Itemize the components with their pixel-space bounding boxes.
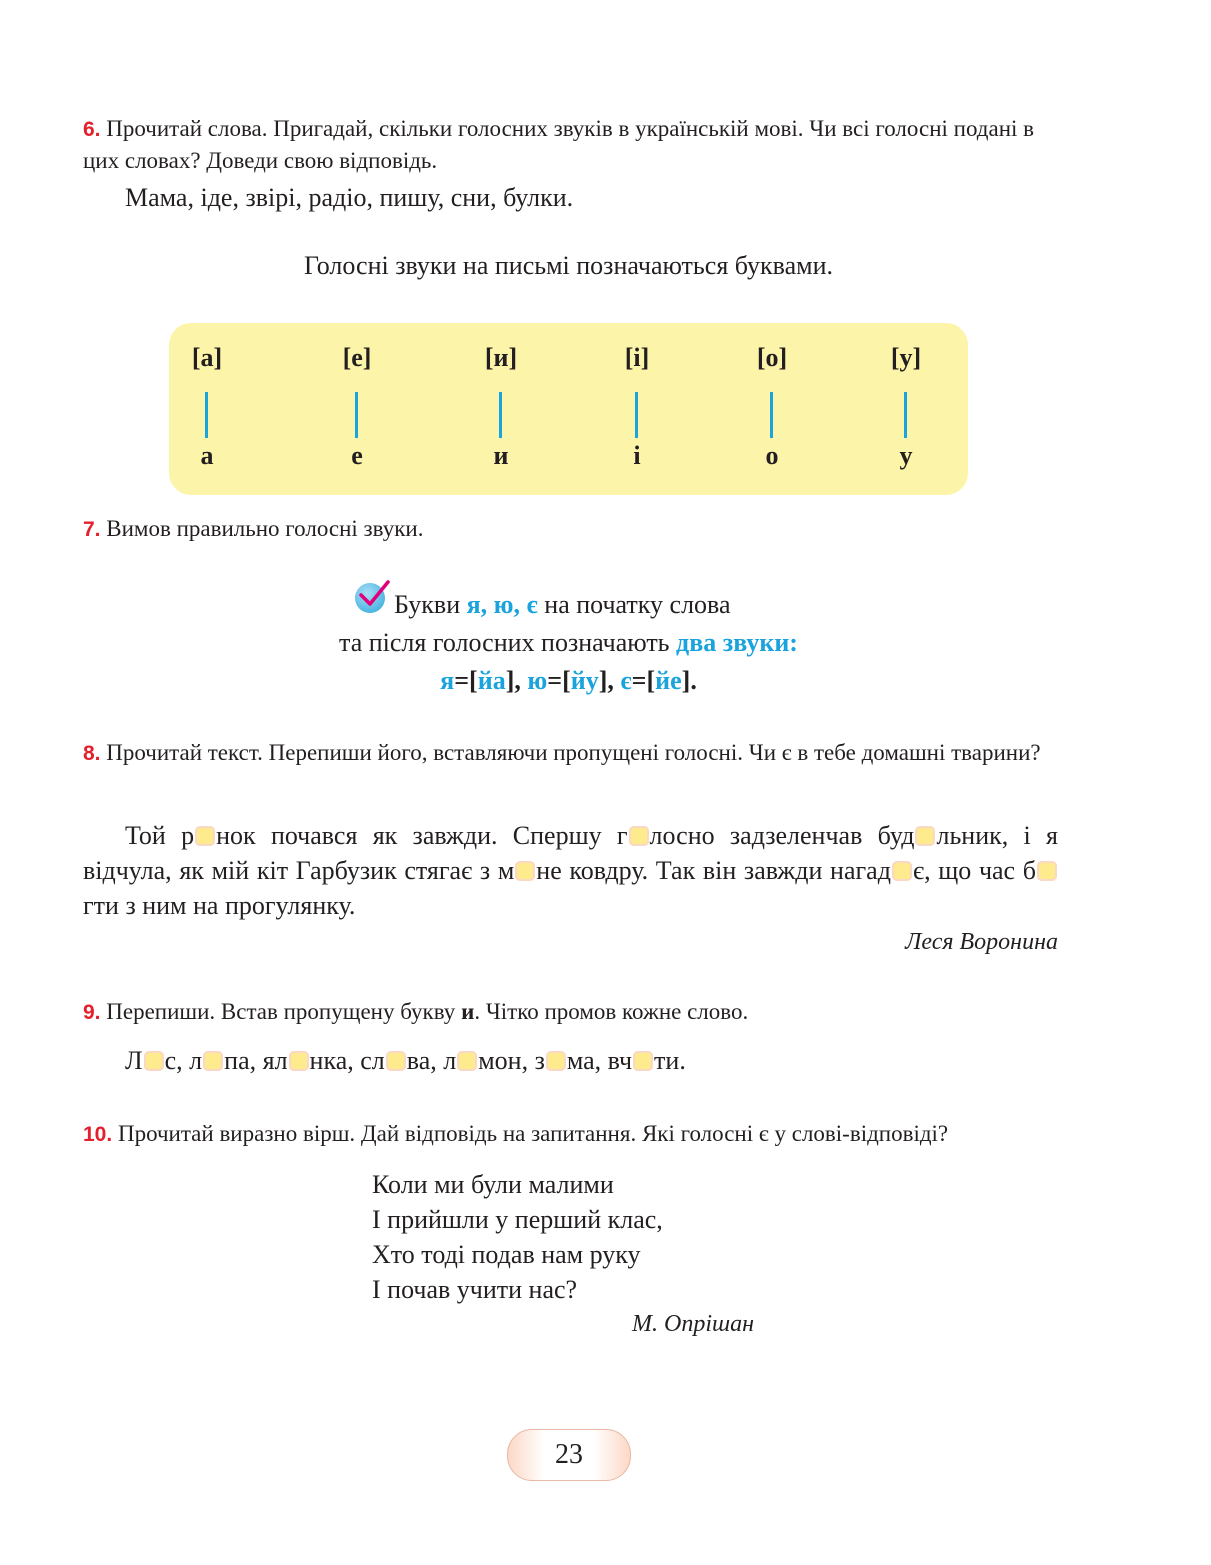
task-7-text: Вимов правильно голосні звуки. (106, 516, 424, 541)
task-9-letter: и (461, 999, 475, 1024)
connector-line (635, 392, 638, 438)
poem-line: Коли ми були малими (372, 1170, 614, 1199)
text-fragment: Той р (125, 821, 195, 850)
missing-letter-box (386, 1051, 406, 1071)
text-fragment: ва, л (406, 1046, 457, 1075)
rule-2-line-1 (394, 590, 731, 620)
task-10-text: Прочитай виразно вірш. Дай відповідь на запитання. Які голосні є у слові-відповіді? (117, 1121, 949, 1146)
vowel-sound: [и] (484, 343, 518, 372)
rule-2-text: та після голосних позначають (339, 628, 677, 657)
text-fragment: нка, сл (309, 1046, 385, 1075)
rule-2-formula-part: ], (505, 666, 528, 695)
missing-letter-box (629, 826, 649, 846)
checkmark-icon (355, 583, 385, 613)
vowel-sound: [а] (191, 343, 223, 372)
rule-2-formula-part: я (440, 666, 455, 695)
rule-2-text: Букви (394, 590, 467, 619)
missing-letter-box (457, 1051, 477, 1071)
text-fragment: ти. (654, 1046, 686, 1075)
text-fragment: льник, і я відчула, як мій кіт Гарбузик стягає з м (83, 821, 1058, 885)
rule-2-formula-part: =[ (547, 666, 571, 695)
vowel-column (327, 323, 387, 495)
rule-2-formula-part: ю (527, 666, 548, 695)
task-8-author: Леся Воронина (905, 929, 1058, 955)
missing-letter-box (289, 1051, 309, 1071)
task-10-number: 10. (83, 1123, 113, 1146)
text-fragment: мон, з (478, 1046, 545, 1075)
vowel-sound: [і] (624, 343, 650, 372)
poem-line: І почав учити нас? (372, 1275, 578, 1304)
poem-line: Хто тоді подав нам руку (372, 1240, 641, 1269)
task-6-instruction (83, 113, 1063, 176)
vowel-sound: [у] (890, 343, 922, 372)
vowel-letter: о (765, 441, 779, 470)
text-fragment: нок почався як завжди. Спершу г (216, 821, 628, 850)
page-number: 23 (507, 1429, 631, 1481)
missing-letter-box (144, 1051, 164, 1071)
vowel-sound: [о] (756, 343, 788, 372)
poem-line: І прийшли у перший клас, (372, 1205, 663, 1234)
connector-line (205, 392, 208, 438)
rule-2-formula-part: ]. (681, 666, 697, 695)
task-10-poem (372, 1167, 663, 1307)
task-9-text: Перепиши. Встав пропущену букву (106, 999, 462, 1024)
text-fragment: с, л (164, 1046, 203, 1075)
vowel-letter: у (899, 441, 913, 470)
missing-letter-box (915, 826, 935, 846)
text-fragment: па, ял (224, 1046, 288, 1075)
missing-letter-box (195, 826, 215, 846)
vowel-letter: и (493, 441, 509, 470)
missing-letter-box (203, 1051, 223, 1071)
task-8-passage (83, 818, 1058, 923)
task-7-number: 7. (83, 518, 101, 541)
connector-line (499, 392, 502, 438)
vowel-letter: і (633, 441, 641, 470)
task-9-number: 9. (83, 1001, 101, 1024)
text-fragment: гти з ним на прогулянку. (83, 891, 356, 920)
text-fragment: лосно задзеленчав буд (649, 821, 915, 850)
missing-letter-box (1037, 861, 1057, 881)
vowel-sounds-table (169, 323, 968, 495)
text-fragment: не ковдру. Так він завжди нагад (536, 856, 891, 885)
text-fragment: Л (125, 1046, 143, 1075)
missing-letter-box (633, 1051, 653, 1071)
task-8-number: 8. (83, 742, 101, 765)
vowel-column (742, 323, 802, 495)
missing-letter-box (892, 861, 912, 881)
rule-2-formula-part: =[ (454, 666, 478, 695)
rule-2-two-sounds: два звуки: (676, 628, 798, 657)
rule-2-formula-part: ], (598, 666, 621, 695)
task-7-instruction (83, 513, 1063, 545)
rule-2-formula-part: є (620, 666, 632, 695)
connector-line (770, 392, 773, 438)
rule-2-text: на початку слова (537, 590, 731, 619)
rule-2-formula-part: йе (655, 666, 682, 695)
vowel-column (876, 323, 936, 495)
text-fragment: є, що час б (912, 856, 1036, 885)
task-8-instruction (83, 737, 1063, 769)
rule-2-formula-part: йу (570, 666, 599, 695)
rule-2-line-3 (169, 666, 968, 696)
vowel-column (471, 323, 531, 495)
task-8-text: Прочитай текст. Перепиши його, вставляючи пропущені голосні. Чи є в тебе домашні тварини? (106, 740, 1041, 765)
task-9-words (125, 1046, 686, 1076)
text-fragment: ма, вч (566, 1046, 633, 1075)
task-9-instruction (83, 996, 1063, 1028)
missing-letter-box (546, 1051, 566, 1071)
vowel-column (177, 323, 237, 495)
task-10-author: М. Опрішан (632, 1311, 755, 1337)
task-10-instruction (83, 1118, 1063, 1150)
connector-line (355, 392, 358, 438)
vowel-column (607, 323, 667, 495)
rule-vowels-letters: Голосні звуки на письмі позначаються буквами. (304, 251, 833, 280)
task-6-words: Мама, іде, звірі, радіо, пишу, сни, булки. (125, 183, 574, 212)
vowel-letter: а (200, 441, 214, 470)
task-9-text: . Чітко промов кожне слово. (474, 999, 749, 1024)
vowel-letter: е (351, 441, 363, 470)
task-6-number: 6. (83, 118, 101, 141)
rule-2-letters: я, ю, є (466, 590, 538, 619)
rule-2-formula-part: =[ (631, 666, 656, 695)
connector-line (904, 392, 907, 438)
task-6-text: Прочитай слова. Пригадай, скільки голосних звуків в українській мові. Чи всі голосні подані в цих словах? Доведи свою відповідь. (83, 116, 1035, 173)
rule-2-line-2 (169, 628, 968, 658)
rule-2-formula-part: йа (477, 666, 506, 695)
missing-letter-box (515, 861, 535, 881)
vowel-sound: [е] (342, 343, 372, 372)
